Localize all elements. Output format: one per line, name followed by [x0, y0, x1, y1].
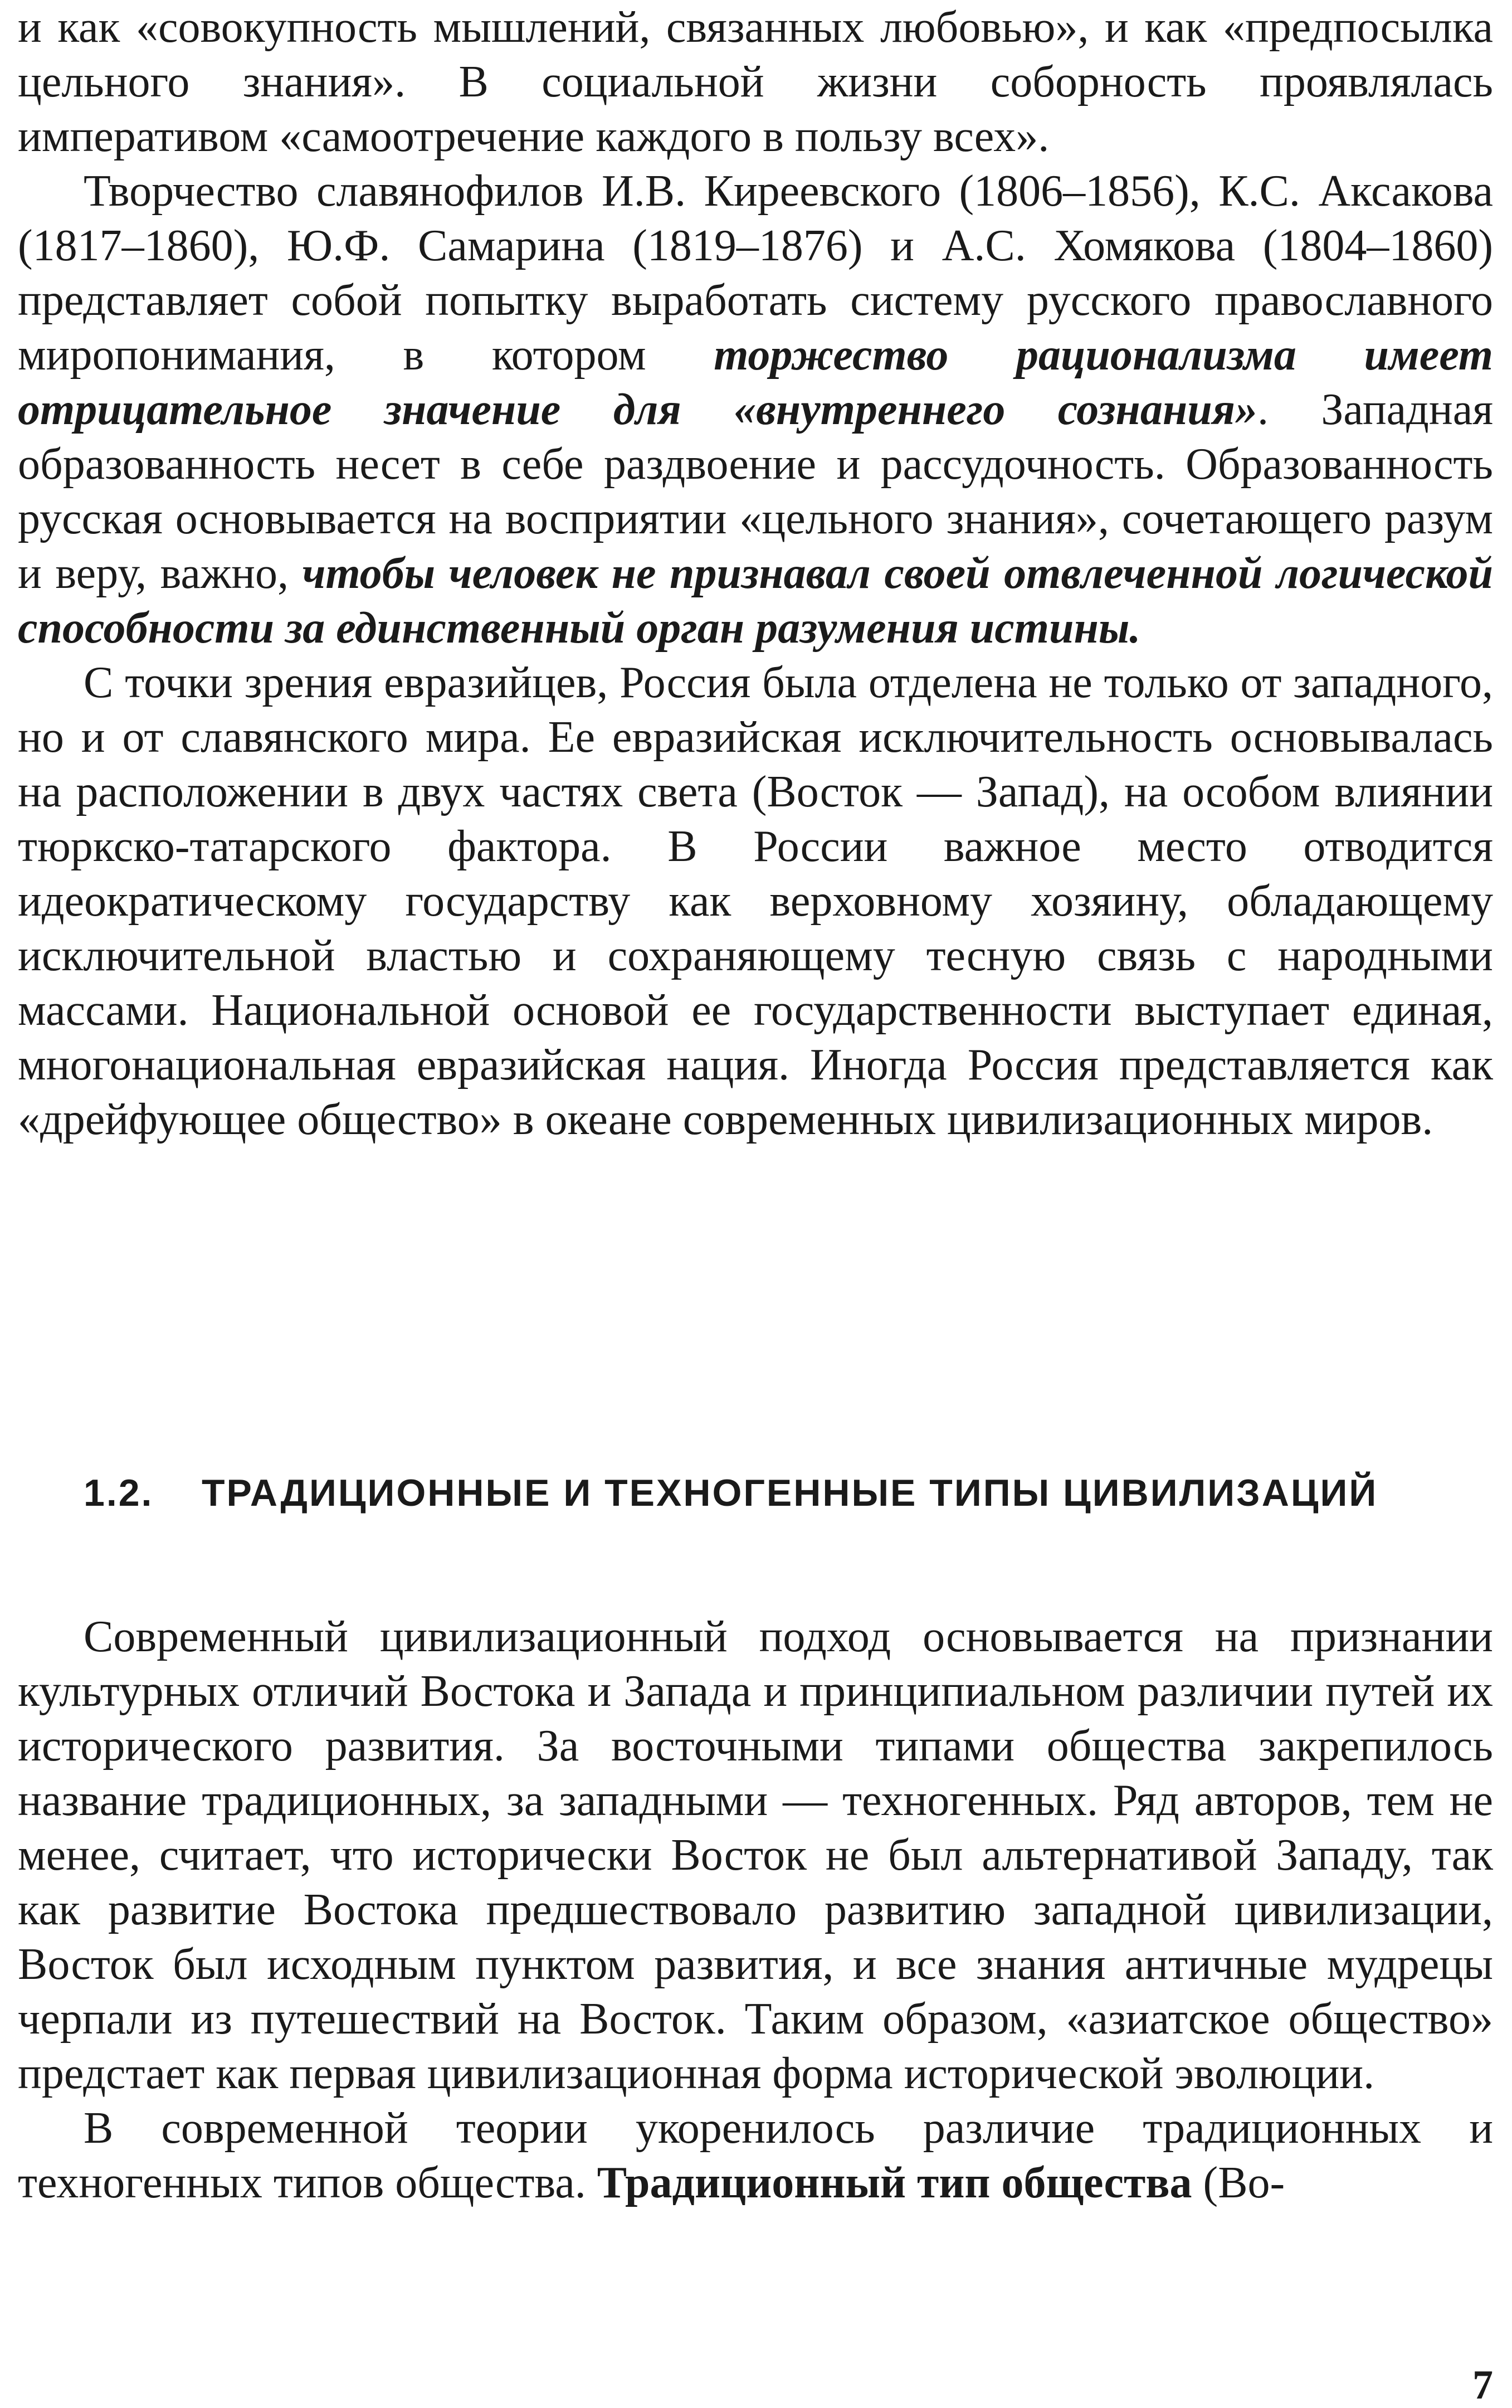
emphasis-rationalism: торжество рационализма имеет отрицательное значение для «внутреннего сознания» [18, 330, 1493, 434]
society-types-tail: (Во- [1192, 2158, 1285, 2207]
society-types-lead: В современной теории укоренилось различие традиционных и техногенных типов общества. [18, 2104, 1493, 2207]
slavophiles-text-middle: . Западная образованность несет в себе раздвоение и рассудочность. Образованность русская основывается на восприятии «цельного знания», сочетающего разум и веру, важно, [18, 385, 1494, 598]
text-column-bottom [18, 1609, 1493, 2210]
page-number: 7 [1472, 2362, 1493, 2408]
term-traditional-society: Традиционный тип общества [597, 2158, 1192, 2207]
section-title: ТРАДИЦИОННЫЕ И ТЕХНОГЕННЫЕ ТИПЫ ЦИВИЛИЗАЦИЙ [202, 1472, 1378, 1514]
paragraph-eurasians: С точки зрения евразийцев, Россия была отделена не только от западного, но и от славянского мира. Ее евразийская исключительность основывалась на расположении в двух частях света (Восток — Запад), на особом влиянии тюркско-татарского фактора. В России важное место отводится идеократическому государству как верховному хозяину, обладающему исключительной властью и сохраняющему тесную связь с народными массами. Национальной основой ее государственности выступает единая, многонациональная евразийская нация. Иногда Россия представляется как «дрейфующее общество» в океане современных цивилизационных миров. [18, 658, 1493, 1144]
text-column-top [18, 0, 1493, 1147]
section-number: 1.2. [84, 1472, 154, 1514]
paragraph-sobornost: и как «совокупность мышлений, связанных любовью», и как «предпосылка цельного знания». В социальной жизни соборность проявлялась императивом «самоотречение каждого в пользу всех». [18, 3, 1493, 161]
emphasis-logical-ability: чтобы человек не признавал своей отвлеченной логической способности за единственный орган разумения истины. [18, 549, 1494, 653]
paragraph-slavophiles [18, 164, 1493, 655]
slavophiles-text-lead: Творчество славянофилов И.В. Киреевского (1806–1856), К.С. Аксакова (1817–1860), Ю.Ф. Самарина (1819–1876) и А.С. Хомякова (1804–1860) представляет собой попытку выработать систему русского православного миропонимания, в котором [18, 167, 1493, 380]
paragraph-civilizational-approach: Современный цивилизационный подход основывается на признании культурных отличий Востока и Запада и принципиальном различии путей их исторического развития. За восточными типами общества закрепилось название традиционных, за западными — техногенных. Ряд авторов, тем не менее, считает, что исторически Восток не был альтернативой Западу, так как развитие Востока предшествовало развитию западной цивилизации, Восток был исходным пунктом развития, и все знания античные мудрецы черпали из путешествий на Восток. Таким образом, «азиатское общество» предстает как первая цивилизационная форма исторической эволюции. [18, 1612, 1493, 2098]
paragraph-society-types [18, 2101, 1493, 2210]
